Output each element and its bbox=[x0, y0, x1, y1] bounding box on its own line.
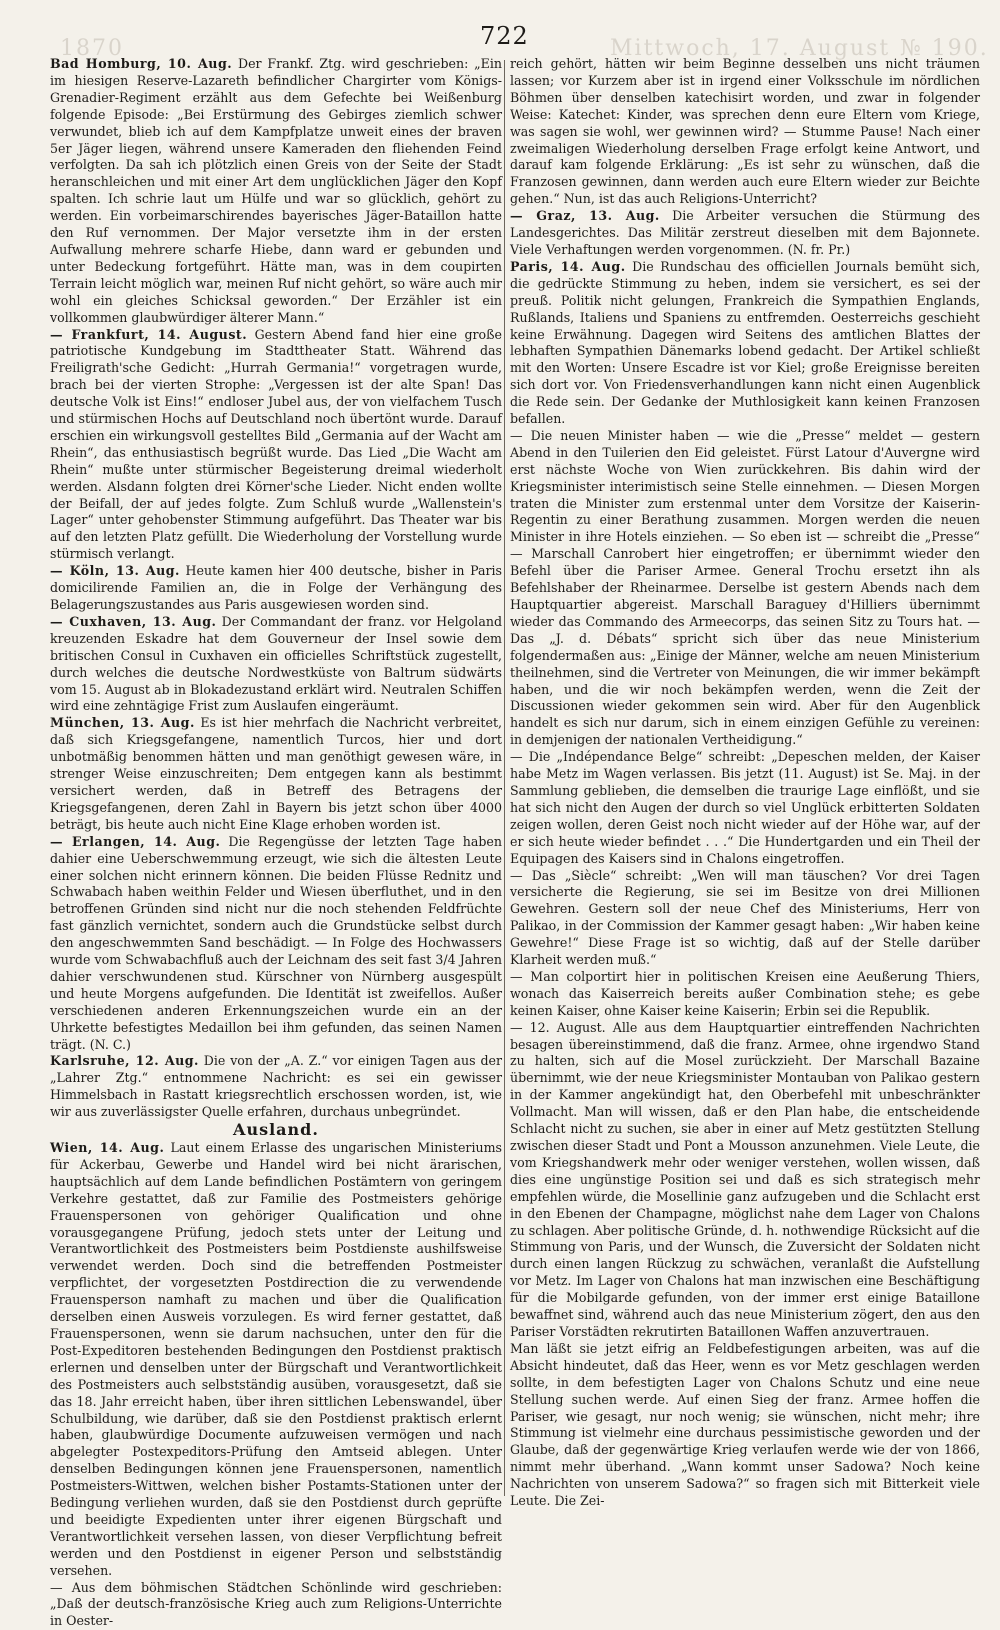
article-text: Der Commandant der franz. vor Helgoland kreuzenden Eskadre hat dem Gouverneur der Insel sowie dem britischen Consul in Cuxhaven ein officielles Schriftstück zugestellt, durch welches die deutsche Nordwestküste von Baltrum südwärts vom 15. August ab in Blokadezustand erklärt wird. Neutralen Schiffen wird eine zehntägige Frist zum Auslaufen eingeräumt. bbox=[50, 613, 503, 714]
article bbox=[510, 1020, 980, 1341]
article bbox=[510, 868, 980, 969]
article bbox=[510, 259, 980, 428]
article-dateline: Wien, 14. Aug. bbox=[50, 1140, 165, 1155]
article-text: — Die „Indépendance Belge“ schreibt: „Depeschen melden, der Kaiser habe Metz im Wagen verlassen. Bis jetzt (11. August) ist Se. Maj. in der Sammlung geblieben, die demselben die traurige Lage einflößt, und sie hat sich nicht den Augen der durch so viel Unglück erbitterten Soldaten zeigen wollen, deren Geist noch nicht wieder auf der Höhe war, auf der er sich heute wieder befindet . . .“ Die Hundertgarden und ein Theil der Equipagen des Kaisers sind in Chalons eingetroffen. bbox=[510, 749, 980, 866]
article-text: — Aus dem böhmischen Städtchen Schönlinde wird geschrieben: „Daß der deutsch-französische Krieg auch zum Religions-Unterrichte in Oester- bbox=[50, 1579, 502, 1629]
section-title-ausland: Ausland. bbox=[233, 1120, 319, 1140]
article-text: Heute kamen hier 400 deutsche, bisher in Paris domicilirende Familien an, die in Folge der Verhängung des Belagerungszustandes aus Paris ausgewiesen worden sind. bbox=[50, 563, 502, 612]
article-text: Es ist hier mehrfach die Nachricht verbreitet, daß sich Kriegsgefangene, namentlich Turcos, hier und dort unbotmäßig benommen hätten und man genöthigt gewesen wäre, in strenger Weise einzuschreiten; Dem entgegen kann als bestimmt versichert werden, daß in Betreff des Betragens der Kriegsgefangenen, deren Zahl in Bayern bis jetzt schon über 4000 beträgt, bis heute auch nicht Eine Klage erhoben worden ist. bbox=[50, 715, 503, 832]
article bbox=[50, 1580, 502, 1630]
article bbox=[50, 1140, 502, 1580]
article-text: Die Rundschau des officiellen Journals bemüht sich, die gedrückte Stimmung zu heben, indem sie versichert, es sei der preuß. Politik nicht gelungen, Frankreich die Sympathien Englands, Rußlands, Italiens und Spaniens zu entfremden. Oesterreichs geschieht keine Erwähnung. Dagegen wird Seitens des amtlichen Blattes der lebhaften Sympathien Dänemarks lobend gedacht. Der Artikel schließt mit den Worten: Unsere Escadre ist vor Kiel; große Ereignisse bereiten sich dort vor. Von Friedensverhandlungen kann nicht einen Augenblick die Rede sein. Der Gedanke der Muthlosigkeit kann keinen Franzosen befallen. bbox=[510, 258, 981, 427]
article-text: — Die neuen Minister haben — wie die „Presse“ meldet — gestern Abend in den Tuilerien den Eid geleistet. Fürst Latour d'Auvergne wird erst nächste Woche von Wien zurückkehren. Bis dahin wird der Kriegsminister interimistisch seine Stelle einnehmen. — Diesen Morgen traten die Minister zum erstenmal unter dem Vorsitze der Kaiserin-Regentin zu einer Berathung zusammen. Morgen werden die neuen Minister in ihre Hotels einziehen. — So eben ist — schreibt die „Presse“ — Marschall Canrobert hier eingetroffen; er übernimmt wieder den Befehl über die Pariser Armee. General Trochu ersetzt ihn als Befehlshaber der Rheinarmee. Derselbe ist gestern Abends nach dem Hauptquartier abgereist. Marschall Baraguey d'Hilliers übernimmt wieder das Commando des Armeecorps, das seinen Sitz zu Tours hat. — Das „J. d. Débats“ spricht sich über das neue Ministerium folgendermaßen aus: „Einige der Männer, welche am neuen Ministerium theilnehmen, sind die Vertreter von Meinungen, die wir immer bekämpft haben, und die wir noch bekämpfen werden, wenn die Zeit der Discussionen wieder gekommen sein wird. Aber für den Augenblick handelt es sich nur darum, sich in einem einzigen Gefühle zu vereinen: in demjenigen der nationalen Vertheidigung.“ bbox=[510, 427, 980, 748]
article-dateline: Bad Homburg, 10. Aug. bbox=[50, 56, 233, 71]
article-text: Man läßt sie jetzt eifrig an Feldbefestigungen arbeiten, was auf die Absicht hindeutet, daß das Heer, wenn es vor Metz geschlagen werden sollte, in dem befestigten Lager von Chalons Schutz und eine neue Stellung suchen werde. Auf einen Sieg der franz. Armee hoffen die Pariser, wie gesagt, nur noch wenig; sie wünschen, nicht mehr; ihre Stimmung ist vielmehr eine durchaus pessimistische geworden und der Glaube, daß der gegenwärtige Krieg verlaufen werde wie der von 1866, nimmt mehr überhand. „Wann kommt unser Sadowa? Noch keine Nachrichten von unserem Sadowa?“ so fragen sich mit Bitterkeit viele Leute. Die Zei- bbox=[510, 1340, 980, 1509]
article-text: Die Arbeiter versuchen die Stürmung des Landesgerichtes. Das Militär zerstreut dieselben mit dem Bajonnete. Viele Verhaftungen werden vorgenommen. (N. fr. Pr.) bbox=[510, 208, 980, 257]
page-header bbox=[0, 18, 1000, 61]
article-text: — 12. August. Alle aus dem Hauptquartier eintreffenden Nachrichten besagen übereinstimmend, daß die franz. Armee, ohne irgendwo Stand zu halten, sich auf die Mosel zurückzieht. Der Marschall Bazaine übernimmt, wie der neue Kriegsminister Montauban von Palikao gestern in der Kammer angekündigt hat, den Oberbefehl mit unbeschränkter Vollmacht. Man will wissen, daß er den Plan habe, die entscheidende Schlacht nicht zu suchen, sie aber in einer auf Metz gestützten Stellung zwischen dieser Stadt und Pont a Mousson anzunehmen. Viele Leute, die vom Kriegshandwerk mehr oder weniger verstehen, wollen wissen, daß dies eine ungünstige Position sei und daß es sich strategisch mehr empfehlen würde, die Mosellinie ganz aufzugeben und die Schlacht erst in den Ebenen der Champagne, möglichst nahe dem Lager von Chalons zu schlagen. Aber politische Gründe, d. h. nothwendige Rücksicht auf die Stimmung von Paris, und der Wunsch, die Zuversicht der Soldaten nicht durch einen langen Rückzug zu schwächen, veranlaßt die Aufstellung vor Metz. Im Lager von Chalons hat man inzwischen eine Beschäftigung für die Mobilgarde gefunden, von der immer erst einige Bataillone bewaffnet sind, während auch das neue Ministerium zögert, den aus den Pariser Vorstädten rekrutirten Bataillonen Waffen anzuvertrauen. bbox=[510, 1019, 980, 1339]
article-dateline: Paris, 14. Aug. bbox=[510, 258, 626, 274]
article bbox=[510, 1341, 980, 1510]
article bbox=[510, 208, 980, 259]
article-dateline: München, 13. Aug. bbox=[50, 715, 195, 731]
article bbox=[50, 715, 502, 833]
article-dateline: — Cuxhaven, 13. Aug. bbox=[50, 613, 217, 629]
article-text: reich gehört, hätten wir beim Beginne desselben uns nicht träumen lassen; vor Kurzem aber ist in irgend einer Volksschule im nördlichen Böhmen über denselben katechisirt worden, und zwar in folgender Weise: Katechet: Kinder, was sprechen denn eure Eltern vom Kriege, was sagen sie wohl, wer gewinnen wird? — Stumme Pause! Nach einer zweimaligen Wiederholung derselben Frage erfolgt keine Antwort, und darauf kam folgende Erklärung: „Es ist sehr zu wünschen, daß die Franzosen gewinnen, dann werden auch eure Eltern wieder zur Beichte gehen.“ Nun, ist das auch Religions-Unterricht? bbox=[510, 56, 980, 207]
article-dateline: — Graz, 13. Aug. bbox=[510, 208, 660, 224]
article bbox=[50, 56, 502, 327]
article-text: Die von der „A. Z.“ vor einigen Tagen aus der „Lahrer Ztg.“ entnommene Nachricht: es sei ein gewisser Himmelsbach in Rastatt kriegsrechtlich erschossen worden, ist, wie wir aus zuverlässigster Quelle erfahren, durchaus unbegründet. bbox=[50, 1053, 502, 1120]
article-dateline: — Frankfurt, 14. August. bbox=[50, 326, 248, 342]
article-dateline: Karlsruhe, 12. Aug. bbox=[50, 1053, 199, 1069]
left-column bbox=[50, 56, 503, 1629]
article-text: Gestern Abend fand hier eine große patriotische Kundgebung im Stadttheater Statt. Während das Freiligrath'sche Gedicht: „Hurrah Germania!“ vorgetragen wurde, brach bei der vierten Strophe: „Vergessen ist der alte Span! Das deutsche Volk ist Eins!“ endloser Jubel aus, der von vielfachem Tusch und stürmischen Hochs auf Deutschland noch übertönt wurde. Darauf erschien ein wirkungsvoll gestelltes Bild „Germania auf der Wacht am Rhein“, das enthusiastisch begrüßt wurde. Das Lied „Die Wacht am Rhein“ mußte unter stürmischer Begeisterung dreimal wiederholt werden. Alsdann folgten drei Körner'sche Lieder. Nicht enden wollte der Beifall, der auf jedes folgte. Zum Schluß wurde „Wallenstein's Lager“ unter gehobenster Stimmung aufgeführt. Das Theater war bis auf den letzten Platz gefüllt. Die Wiederholung der Vorstellung wurde stürmisch verlangt. bbox=[50, 326, 503, 562]
article-dateline: — Köln, 13. Aug. bbox=[50, 563, 180, 579]
article-dateline: — Erlangen, 14. Aug. bbox=[50, 833, 221, 849]
right-articles bbox=[510, 56, 980, 1510]
article bbox=[50, 1053, 502, 1121]
bleed-through-year: 1870 bbox=[60, 36, 124, 61]
article-text: — Das „Siècle“ schreibt: „Wen will man täuschen? Vor drei Tagen versicherte die Regierung, sie sei im Besitze von drei Millionen Gewehren. Gestern soll der neue Chef des Ministeriums, Herr von Palikao, in der Commission der Kammer gesagt haben: „Wir haben keine Gewehre!“ Diese Frage ist so wichtig, daß auf der Stelle darüber Klarheit werden muß.“ bbox=[510, 867, 980, 968]
article bbox=[510, 56, 980, 208]
article-text: Der Frankf. Ztg. wird geschrieben: „Ein im hiesigen Reserve-Lazareth befindlicher Chargirter vom Königs-Grenadier-Regiment erzählt aus dem Gefechte bei Weißenburg folgende Episode: „Bei Erstürmung des Gebirges ziemlich schwer verwundet, blieb ich auf dem Kampfplatze unweit eines der braven 5er Jäger liegen, während unsere Kameraden den fliehenden Feind verfolgten. Da sah ich plötzlich einen Greis von der Seite der Stadt heranschleichen und mit einer Art dem unglücklichen Jäger den Kopf spalten. Ich schrie laut um Hülfe und war so glücklich, gehört zu werden. Ein vorbeimarschirendes bayerisches Jäger-Bataillon hatte den Ruf vernommen. Der Major versetzte ihm in der ersten Aufwallung mehrere scharfe Hiebe, dann ward er gebunden und unter Bedeckung fortgeführt. Hätte man, was in dem coupirten Terrain leicht möglich war, meinen Ruf nicht gehört, so wäre auch mir wohl ein gleiches Schicksal geworden.“ Der Erzähler ist ein vollkommen glaubwürdiger älterer Mann.“ bbox=[50, 56, 502, 325]
column-rule bbox=[504, 60, 505, 1496]
article-text: — Man colportirt hier in politischen Kreisen eine Aeußerung Thiers, wonach das Kaiserreich bereits außer Combination stehe; es gebe keinen Kaiser, ohne Kaiser keine Kaiserin; Erbin sei die Republik. bbox=[510, 968, 980, 1018]
article bbox=[50, 614, 502, 715]
ausland-articles bbox=[50, 1140, 502, 1630]
bleed-through-issue: № 190. bbox=[900, 36, 989, 61]
article bbox=[510, 428, 980, 749]
bleed-through-date: Mittwoch, 17. August bbox=[610, 36, 891, 61]
article bbox=[510, 969, 980, 1020]
article-text: Laut einem Erlasse des ungarischen Ministeriums für Ackerbau, Gewerbe und Handel wird bei nicht ärarischen, hauptsächlich auf dem Lande befindlichen Postämtern von geringem Verkehre gestattet, daß zur Familie des Postmeisters gehörige Frauenspersonen von gehöriger Qualification und ohne vorausgegangene Prüfung, jedoch stets unter der Leitung und Verantwortlichkeit des Postmeisters beim Postdienste aushilfsweise verwendet werden. Doch sind die betreffenden Postmeister verpflichtet, der vorgesetzten Postdirection die zu verwendende Frauensperson namhaft zu machen und über die Qualification derselben einen Ausweis vorzulegen. Es wird ferner gestattet, daß Frauenspersonen, wenn sie darum nachsuchen, unter den für die Post-Expeditoren bestehenden Bedingungen den Postdienst praktisch erlernen und denselben unter der Bürgschaft und Verantwortlichkeit des Postmeisters auch selbstständig ausüben, vorausgesetzt, daß sie das 18. Jahr erreicht haben, über ihren sittlichen Lebenswandel, über Schulbildung, wie darüber, daß sie den Postdienst praktisch erlernt haben, glaubwürdige Documente aufzuweisen vermögen und nach abgelegter Postexpeditors-Prüfung den Amtseid ablegen. Unter denselben Bedingungen können jene Frauenspersonen, namentlich Postmeisters-Wittwen, welchen bisher Postamts-Stationen unter der Bedingung verliehen wurden, daß sie den Postdienst durch geprüfte und beeidigte Expedienten unter ihrer eigenen Bürgschaft und Verantwortlichkeit versehen lassen, von dieser Verpflichtung befreit werden und den Postdienst in eigener Person und selbstständig versehen. bbox=[50, 1140, 502, 1578]
article bbox=[50, 834, 502, 1054]
article bbox=[50, 327, 502, 564]
article-text: Die Regengüsse der letzten Tage haben dahier eine Ueberschwemmung erzeugt, wie sich die ältesten Leute einer solchen nicht erinnern können. Die beiden Flüsse Rednitz und Schwabach haben weithin Felder und Wiesen überfluthet, und in den betroffenen Gründen sind nicht nur die noch stehenden Feldfrüchte fast gänzlich vernichtet, sondern auch die Grundstücke selbst durch den angeschwemmten Sand beschädigt. — In Folge des Hochwassers wurde vom Schwabachfluß auch der Leichnam des seit fast 3/4 Jahren dahier verschwundenen stud. Kürschner von Nürnberg ausgespült und heute Morgens aufgefunden. Die Identität ist zweifellos. Außer verschiedenen anderen Erkennungszeichen wurde ein an der Uhrkette befestigtes Medaillon bei ihm gefunden, das seinen Namen trägt. (N. C.) bbox=[50, 833, 502, 1052]
article bbox=[50, 563, 502, 614]
article bbox=[510, 749, 980, 867]
right-column bbox=[510, 56, 981, 1509]
page-number: 722 bbox=[480, 22, 529, 50]
left-articles bbox=[50, 56, 502, 1121]
